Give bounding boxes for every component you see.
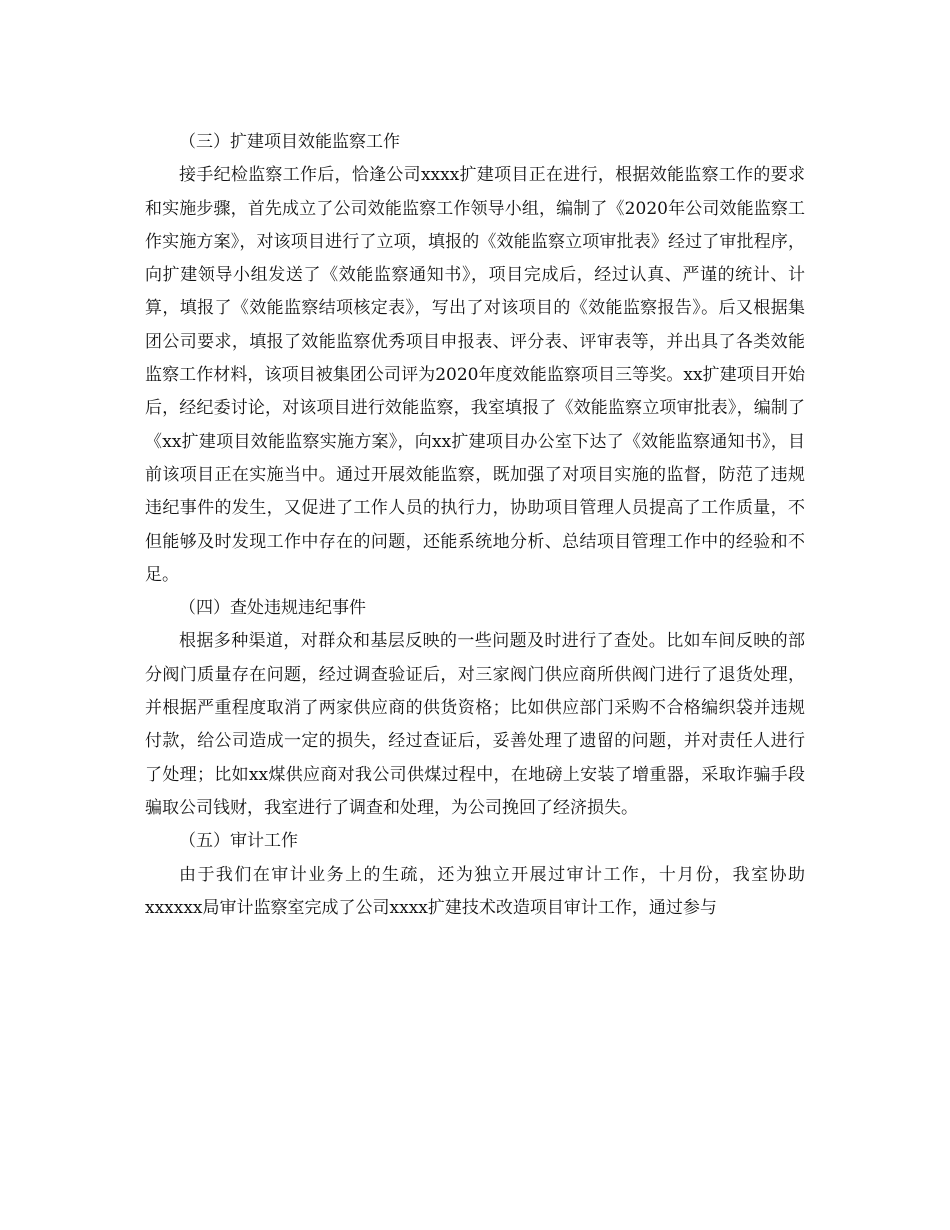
- section-5-paragraph: 由于我们在审计业务上的生疏，还为独立开展过审计工作，十月份，我室协助xxxxxx局审计监察室完成了公司xxxx扩建技术改造项目审计工作，通过参与: [145, 864, 805, 918]
- document-body: [145, 126, 805, 925]
- section-3-paragraph: 接手纪检监察工作后，恰逢公司xxxx扩建项目正在进行，根据效能监察工作的要求和实施步骤，首先成立了公司效能监察工作领导小组，编制了《2020年公司效能监察工作实施方案》，对该项目进行了立项，填报的《效能监察立项审批表》经过了审批程序，向扩建领导小组发送了《效能监察通知书》，项目完成后，经过认真、严谨的统计、计算，填报了《效能监察结项核定表》，写出了对该项目的《效能监察报告》。后又根据集团公司要求，填报了效能监察优秀项目申报表、评分表、评审表等，并出具了各类效能监察工作材料，该项目被集团公司评为2020年度效能监察项目三等奖。xx扩建项目开始后，经纪委讨论，对该项目进行效能监察，我室填报了《效能监察立项审批表》，编制了《xx扩建项目效能监察实施方案》，向xx扩建项目办公室下达了《效能监察通知书》，目前该项目正在实施当中。通过开展效能监察，既加强了对项目实施的监督，防范了违规违纪事件的发生，又促进了工作人员的执行力，协助项目管理人员提高了工作质量，不但能够及时发现工作中存在的问题，还能系统地分析、总结项目管理工作中的经验和不足。: [145, 165, 805, 585]
- section-heading-4: （四）查处违规违纪事件: [179, 598, 366, 619]
- section-heading-3: （三）扩建项目效能监察工作: [179, 132, 400, 152]
- section-4-paragraph: 根据多种渠道，对群众和基层反映的一些问题及时进行了查处。比如车间反映的部分阀门质量存在问题，经过调查验证后，对三家阀门供应商所供阀门进行了退货处理，并根据严重程度取消了两家供应商的供货资格；比如供应部门采购不合格编织袋并违规付款，给公司造成一定的损失，经过查证后，妥善处理了遗留的问题，并对责任人进行了处理；比如xx煤供应商对我公司供煤过程中，在地磅上安装了增重器，采取诈骗手段骗取公司钱财，我室进行了调查和处理，为公司挽回了经济损失。: [145, 631, 805, 818]
- section-heading-5: （五）审计工作: [179, 831, 298, 852]
